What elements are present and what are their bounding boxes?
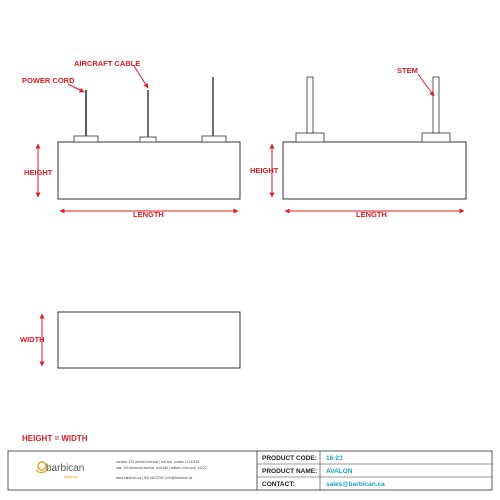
stem-leader	[418, 74, 434, 96]
height-equals-width-note: HEIGHT = WIDTH	[22, 434, 88, 443]
height-label-left: HEIGHT	[24, 168, 53, 177]
plan-view	[20, 312, 240, 368]
contact-line: www.barbican.ca | 800 663 5750 | info@barbican.ca	[116, 476, 193, 480]
power-cord-label: POWER CORD	[22, 76, 75, 85]
contact-email[interactable]: sales@barbican.ca	[326, 481, 385, 488]
stem-label: STEM	[397, 66, 418, 75]
aircraft-cable-leader	[134, 66, 148, 88]
stem-right	[433, 77, 439, 133]
stem-left	[307, 77, 313, 133]
aircraft-cable-label: AIRCRAFT CABLE	[74, 59, 141, 68]
height-label-right: HEIGHT	[250, 166, 279, 175]
stem-canopy-right	[422, 133, 450, 142]
contact-label: CONTACT:	[262, 481, 295, 488]
address-line-canada: canada: 870 wexford avenue | fort erie, ontario | L2A 5T8	[116, 460, 200, 464]
product-code-value: 16-23	[326, 455, 343, 462]
cable-canopy-left	[74, 136, 98, 142]
width-label: WIDTH	[20, 335, 45, 344]
cable-canopy-right	[202, 136, 226, 142]
product-code-label: PRODUCT CODE:	[262, 455, 317, 462]
fixture-plan	[58, 312, 240, 368]
fixture-body-right	[283, 142, 466, 199]
cable-elevation-view	[22, 59, 240, 219]
power-cord-leader	[68, 84, 84, 92]
logo-text: barbican	[46, 463, 85, 474]
length-label-left: LENGTH	[133, 210, 164, 219]
product-name-label: PRODUCT NAME:	[262, 468, 318, 475]
stem-elevation-view	[250, 66, 466, 219]
title-block	[8, 451, 492, 490]
product-name-value: AVALON	[326, 468, 353, 475]
address-line-usa: usa: 190 elmwood avenue, unit 266 | buffalo, new york, 14222	[116, 466, 207, 470]
stem-canopy-left	[296, 133, 324, 142]
fixture-body-left	[58, 142, 240, 199]
logo-subtext: lighting	[64, 474, 77, 479]
cable-canopy-mid	[140, 137, 156, 142]
length-label-right: LENGTH	[356, 210, 387, 219]
